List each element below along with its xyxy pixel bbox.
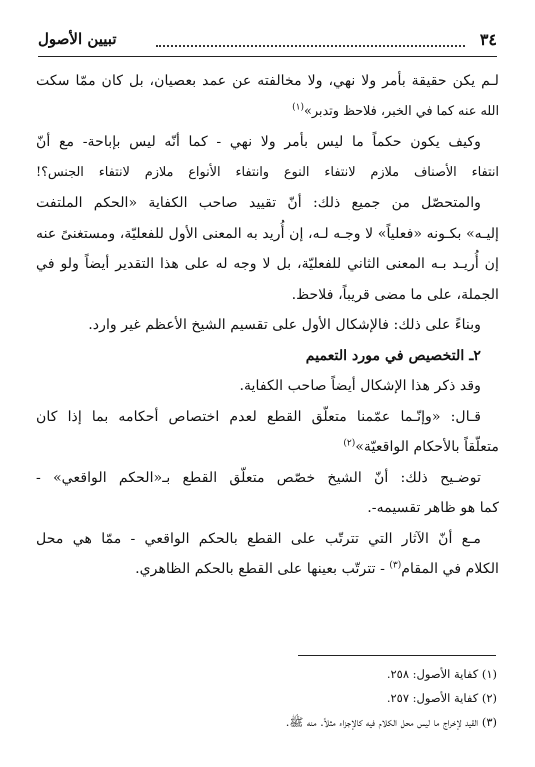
line-text: الكلام في المقام: [401, 561, 499, 577]
line-text: الجملة، على ما مضى قريباً، فلاحظ.: [291, 286, 499, 303]
line-text: متعلّقاً بالأحكام الواقعيّة»: [355, 439, 499, 455]
line-text: لـم يكن حقيقة بأمر ولا نهي، ولا مخالفته عن عمد بعصيان، بل كان ممّا سكت: [36, 73, 499, 89]
text-line: [36, 280, 499, 311]
text-line: [36, 463, 499, 494]
text-line: [36, 432, 499, 463]
footnotes: [36, 662, 497, 734]
text-line: [36, 97, 499, 128]
main-text: [36, 66, 499, 585]
footnote-item: (٣) القيد لإخراج ما ليس محل الكلام فيه كالإجزاء مثلاً. منه ﷺ.: [285, 715, 497, 729]
text-line: [36, 127, 499, 158]
footnote-marker[interactable]: (٣): [389, 560, 402, 571]
line-text: ٢ـ التخصيص في مورد التعميم: [305, 347, 481, 364]
running-header: [38, 30, 497, 57]
line-text: مـع أنّ الآثار التي تترتّب على القطع بالحكم الواقعي - ممّا هي محل: [36, 530, 481, 547]
text-line: [36, 402, 499, 433]
page-number: ٣٤: [479, 30, 497, 49]
footnote-item: (١) كفاية الأصول: ٢٥٨.: [386, 667, 497, 681]
text-line: [36, 554, 499, 585]
line-text: إن أُريـد بـه المعنى الثاني للفعليّة، بل لا وجه له على هذا التقدير أيضاً ولو في: [36, 256, 499, 272]
text-line: [36, 158, 499, 189]
text-line: [36, 493, 499, 524]
text-line: [36, 371, 499, 402]
line-text: كما هو ظاهر تقسيمه-.: [367, 500, 499, 516]
footnote-item: (٢) كفاية الأصول: ٢٥٧.: [386, 691, 497, 705]
line-text: وكيف يكون حكماً ما ليس بأمر ولا نهي - كما أنّه ليس بإباحة- مع أنّ: [36, 134, 481, 150]
text-line: [36, 188, 499, 219]
text-line: [36, 524, 499, 555]
line-text: توضـيح ذلك: أنّ الشيخ خصّص متعلّق القطع بـ«الحكم الواقعي» -: [36, 469, 481, 486]
footnote-marker[interactable]: (١): [292, 102, 305, 113]
line-text: انتفاء الأصناف ملازم لانتفاء النوع وانتفاء الأنواع ملازم لانتفاء الجنس؟!: [36, 164, 499, 180]
line-text: الله عنه كما في الخبر، فلاحظ وتدبر»: [304, 103, 499, 119]
line-text: قـال: «وإنّـما عمّمنا متعلّق القطع لعدم اختصاص أحكامه بما إذا كان: [36, 408, 481, 425]
book-title: تبيين الأصول: [38, 30, 117, 48]
line-text: إليـه» بكـونه «فعلياً» لا وجـه لـه، إن أُريد به المعنى الأول للفعليّة، ومستغنىً عنه: [36, 225, 499, 242]
text-line: [36, 249, 499, 280]
text-line: [36, 310, 499, 341]
section-heading: [36, 341, 499, 372]
header-dotted-leader: [156, 45, 465, 47]
footnote-separator: [298, 655, 496, 656]
text-line: [36, 66, 499, 97]
line-text: والمتحصّل من جميع ذلك: أنّ تقييد صاحب الكفاية «الحكم الملتفت: [36, 195, 481, 211]
line-text-continued: - تترتّب بعينها على القطع بالحكم الظاهري.: [135, 561, 390, 577]
line-text: وقد ذكر هذا الإشكال أيضاً صاحب الكفاية.: [239, 378, 481, 394]
line-text: وبناءً على ذلك: فالإشكال الأول على تقسيم الشيخ الأعظم غير وارد.: [88, 317, 481, 333]
footnote-marker[interactable]: (٢): [343, 438, 356, 449]
text-line: [36, 219, 499, 250]
